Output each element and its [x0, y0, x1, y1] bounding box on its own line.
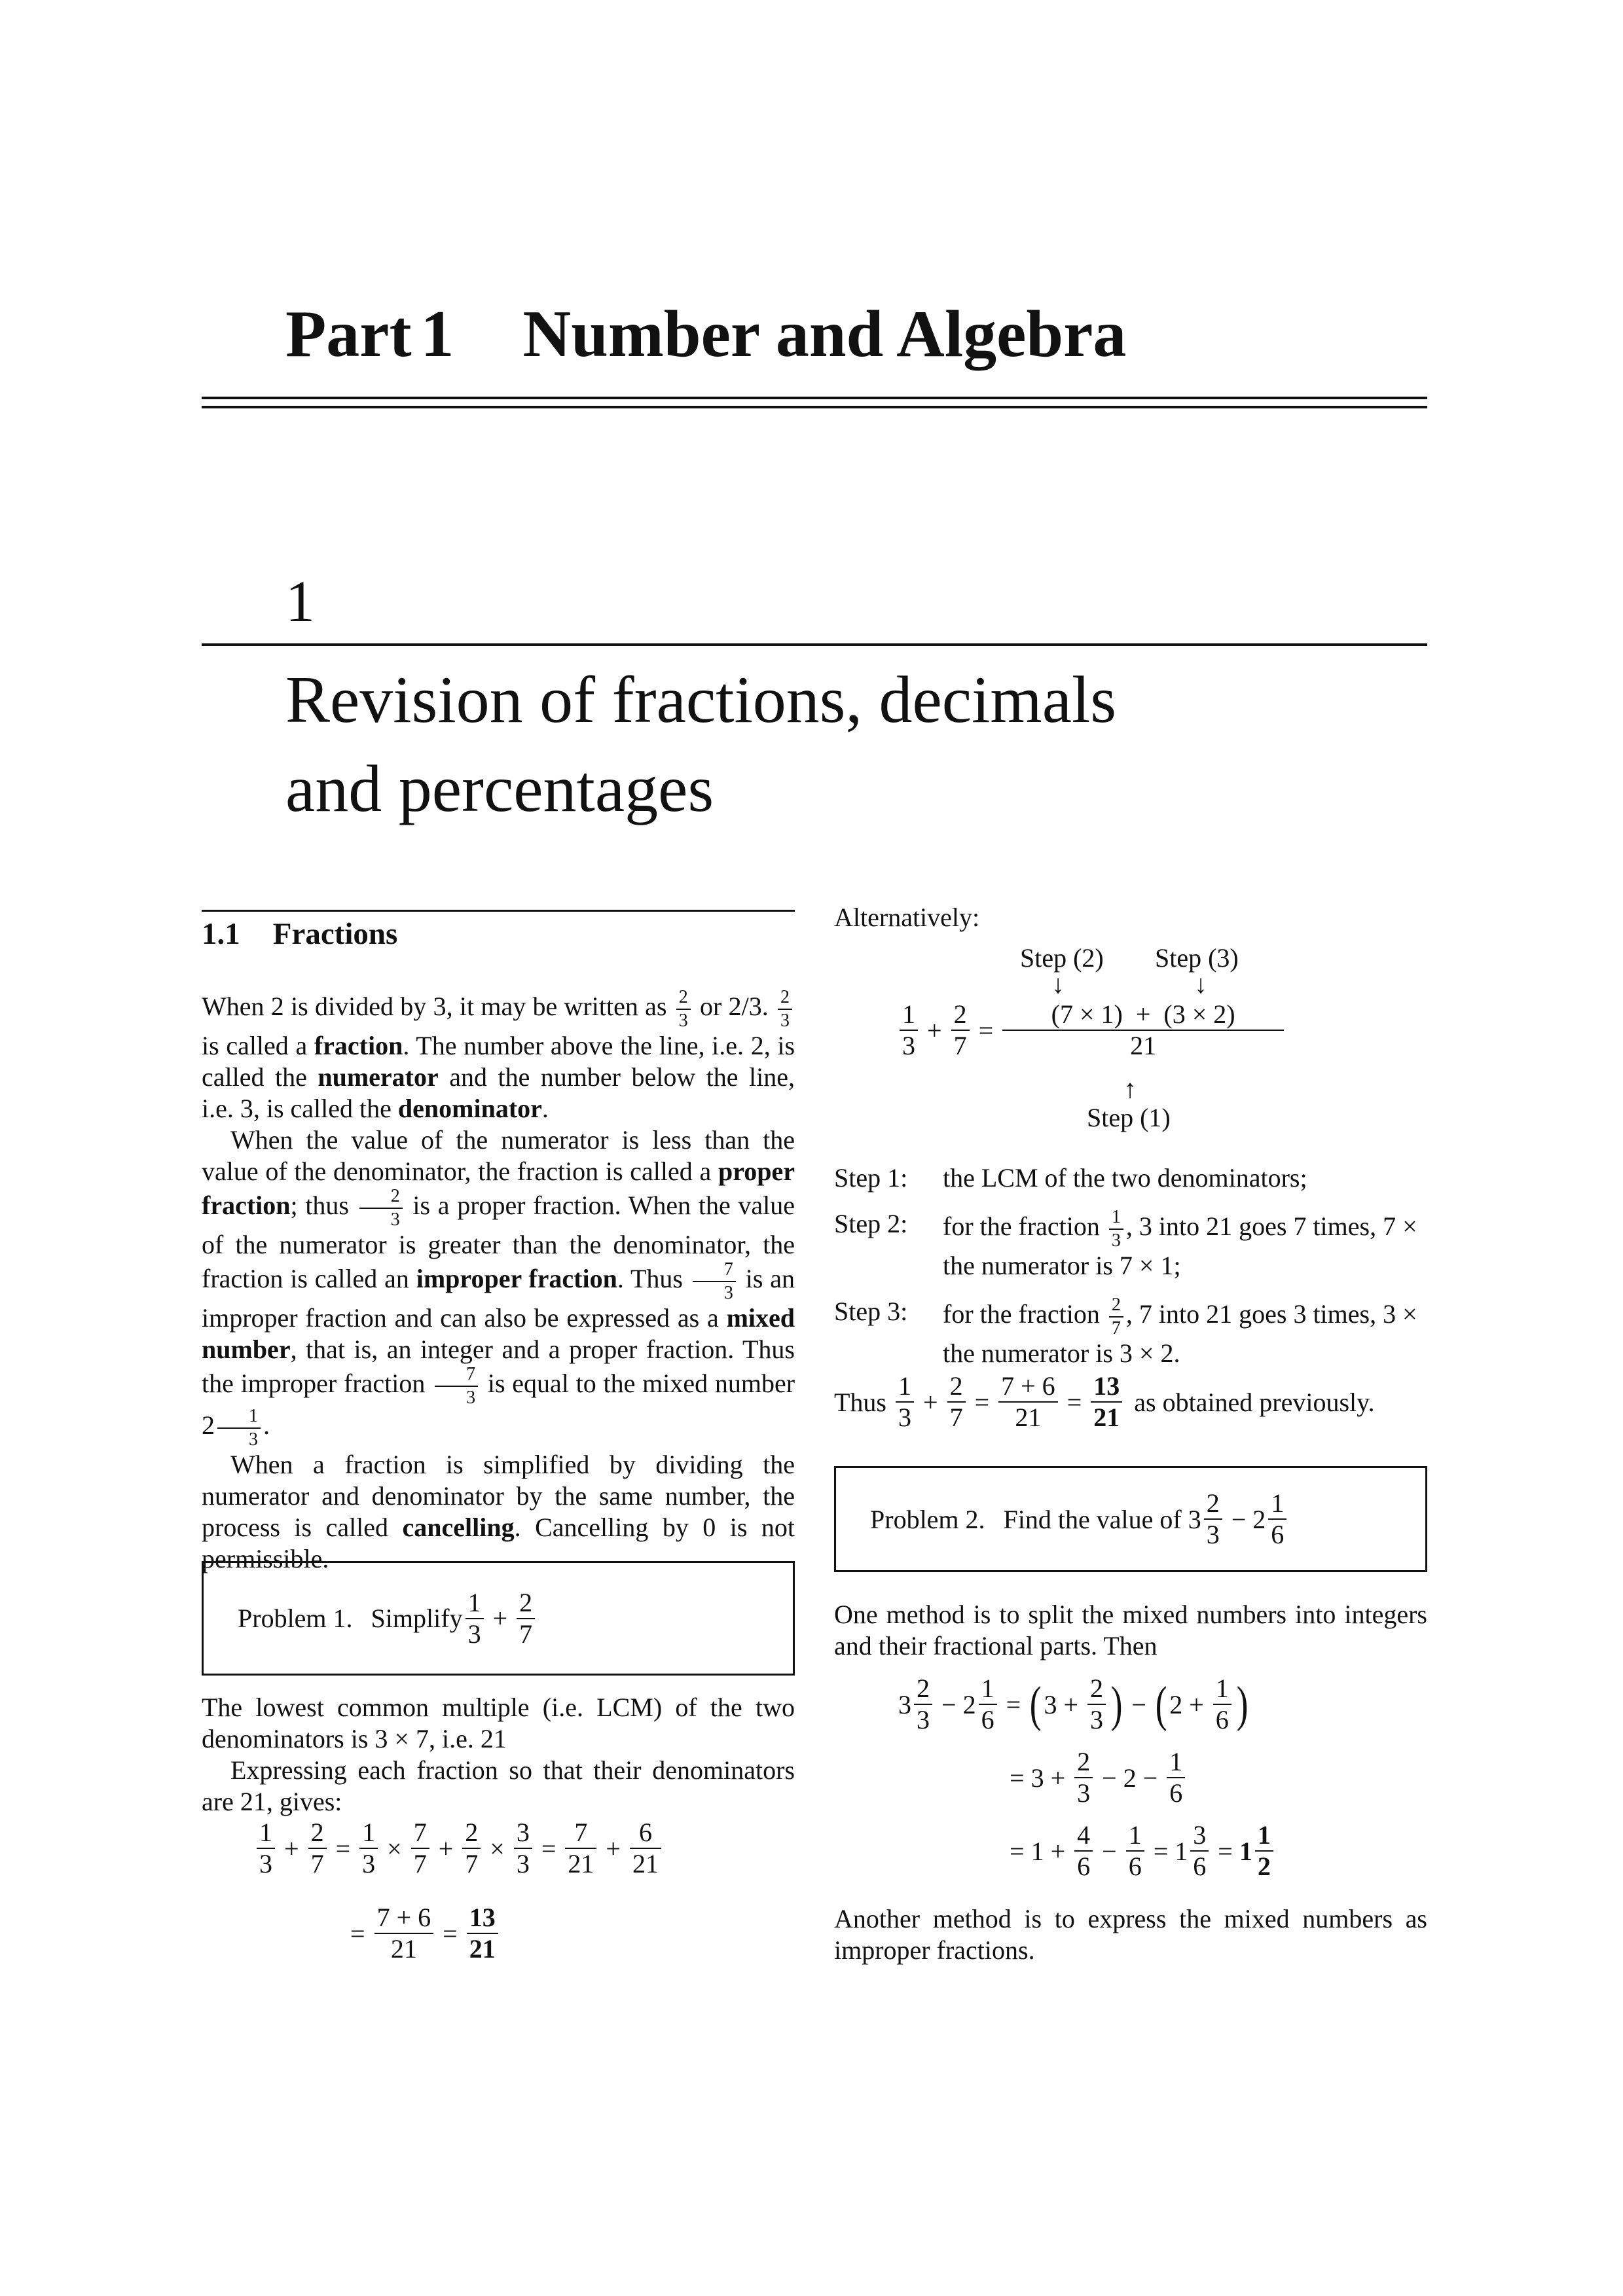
- step-row-2: Step 2: for the fraction $\frac{1}{3}$ , 3 into 21 goes 7 times, 7 × the numerator is 7 × 1;: [834, 1207, 1417, 1280]
- section-heading: [202, 916, 397, 952]
- as-obtained-text: as obtained previously.: [1134, 1387, 1375, 1417]
- chapter-title-line1: Revision of fractions, decimals: [285, 663, 1117, 737]
- fraction-1-3: 1 3: [465, 1590, 484, 1647]
- paragraph-proper-improper: When the value of the numerator is less than the value of the denominator, the fraction is called a proper fraction; thus $\frac{2}{3}$ is a proper fraction. When the value of the numerator is greater than the denominator, the fraction is called an improper fraction. Thus $\frac{7}{3}$ is an improper fraction and can also be expressed as a mixed number, that is, an integer and a proper fraction. Thus the improper fraction $\frac{7}{3}$ is equal to the mixed number 2 $\frac{1}{3}$ .: [202, 1125, 795, 1450]
- fraction-2-3: $\frac{2}{3}$: [359, 1187, 403, 1229]
- problem-1-label: Problem 1.: [238, 1604, 353, 1633]
- one-method-text: One method is to split the mixed numbers into integers and their fractional parts. Then: [834, 1600, 1427, 1660]
- expr-denominator: 21: [1130, 1031, 1157, 1060]
- problem-2-box: Problem 2. Find the value of 3 2 3 − 2 $\frac{1}{6}$: [834, 1466, 1427, 1572]
- chapter-title-line2: and percentages: [285, 752, 714, 826]
- paragraph-fraction-intro: When 2 is divided by 3, it may be written as $\frac{2}{3}$ or 2/3. $\frac{2}{3}$ is called a fraction. The number above the line, i.e. 2, is called the numerator and the number below the line, i.e. 3, is called the denominator.: [202, 987, 795, 1123]
- mixed-equation-2: = 3 + $\frac{2}{3}$ − 2 − $\frac{1}{6}$: [1003, 1749, 1188, 1806]
- arrow-down-icon: ↓: [1194, 969, 1207, 999]
- left-text-block: [202, 988, 795, 1575]
- section-rule: [202, 910, 795, 912]
- mixed-equation-3: = 1 + $\frac{4}{6}$ − $\frac{1}{6}$ = 1 $\frac{3}{6}$ = 1 1 2: [1003, 1822, 1276, 1880]
- part-title: [285, 296, 1126, 372]
- step-3-label: Step (3): [1155, 943, 1239, 973]
- paragraph-lcm: The lowest common multiple (i.e. LCM) of the two denominators is 3 × 7, i.e. 21: [202, 1693, 795, 1753]
- problem-1-box: Problem 1. Simplify 1 3 + $\frac{2}{7}$: [202, 1561, 795, 1676]
- fraction-7-3: $\frac{7}{3}$: [693, 1261, 736, 1302]
- arrow-down-icon: ↓: [1051, 969, 1065, 999]
- chapter-number: 1: [285, 569, 315, 634]
- problem-2-text: Find the value of 3: [1003, 1504, 1201, 1534]
- problem-1-text: Simplify: [371, 1604, 463, 1633]
- step-2-label: Step (2): [1020, 943, 1104, 973]
- part-label: Part: [285, 297, 412, 371]
- part-name: Number and Algebra: [522, 297, 1127, 371]
- fraction-1-3: $\frac{1}{3}$: [217, 1407, 261, 1449]
- fraction-7-3: $\frac{7}{3}$: [435, 1365, 478, 1407]
- chapter-rule: [202, 643, 1427, 646]
- alternatively-label: Alternatively:: [834, 903, 980, 932]
- thus-equation: Thus 1 3 + $\frac{2}{7}$ = $\frac{7 + 6}{21}$ = $\frac{13}{21}$ as obtained previously.: [834, 1371, 1375, 1432]
- lcm-text-block: [202, 1692, 795, 1818]
- fraction-2-3: $\frac{2}{3}$: [778, 988, 792, 1030]
- fraction-2-7: $\frac{2}{7}$: [517, 1590, 535, 1647]
- step-row-3: Step 3: for the fraction $\frac{2}{7}$ , 7 into 21 goes 3 times, 3 × the numerator is 3 × 2.: [834, 1295, 1417, 1368]
- step-row-1: Step 1: the LCM of the two denominators;: [834, 1163, 1307, 1193]
- equation-expand: 1 3 + $\frac{2}{7}$ = $\frac{1}{3}$ × $\frac{7}{7}$ + $\frac{2}{7}$ × $\frac{3}{3}$ = $\frac{7}{21}$ + $\frac{6}{21}$: [254, 1820, 664, 1877]
- thus-label: Thus: [834, 1387, 886, 1417]
- section-title: Fractions: [272, 917, 398, 951]
- mixed-equation-1: 3 2 3 − 2 $\frac{1}{6}$ = ( 3 + $\frac{2}{3}$ ) − ( 2 + $\frac{1}{6}$ ): [898, 1674, 1249, 1734]
- expr-num-a: (7 × 1): [1051, 999, 1123, 1029]
- another-method-text: Another method is to express the mixed numbers as improper fractions.: [834, 1904, 1427, 1965]
- arrow-up-icon: ↑: [1123, 1074, 1137, 1103]
- step-1-label: Step (1): [1087, 1103, 1171, 1132]
- fraction-2-3: $\frac{2}{3}$: [676, 988, 691, 1030]
- part-rule-top: [202, 397, 1427, 399]
- section-number: 1.1: [202, 917, 240, 951]
- part-rule-bottom: [202, 406, 1427, 408]
- chapter-title: [285, 656, 1116, 834]
- problem-2-label: Problem 2.: [870, 1504, 985, 1534]
- paragraph-cancelling: When a fraction is simplified by dividing the numerator and denominator by the same number, the process is called cancelling. Cancelling by 0 is not permissible.: [202, 1450, 795, 1573]
- paragraph-expressing: Expressing each fraction so that their denominators are 21, gives:: [202, 1755, 795, 1816]
- part-number: 1: [420, 297, 454, 371]
- expr-num-b: (3 × 2): [1163, 999, 1235, 1029]
- steps-list: [834, 1162, 1427, 1384]
- alternative-equation: 1 3 + $\frac{2}{7}$ = $\frac{(7 \times 1) + (3 \times 2)}{21}$: [897, 1001, 1286, 1059]
- equation-result: = $\frac{7 + 6}{21}$ = $\frac{13}{21}$: [344, 1905, 501, 1962]
